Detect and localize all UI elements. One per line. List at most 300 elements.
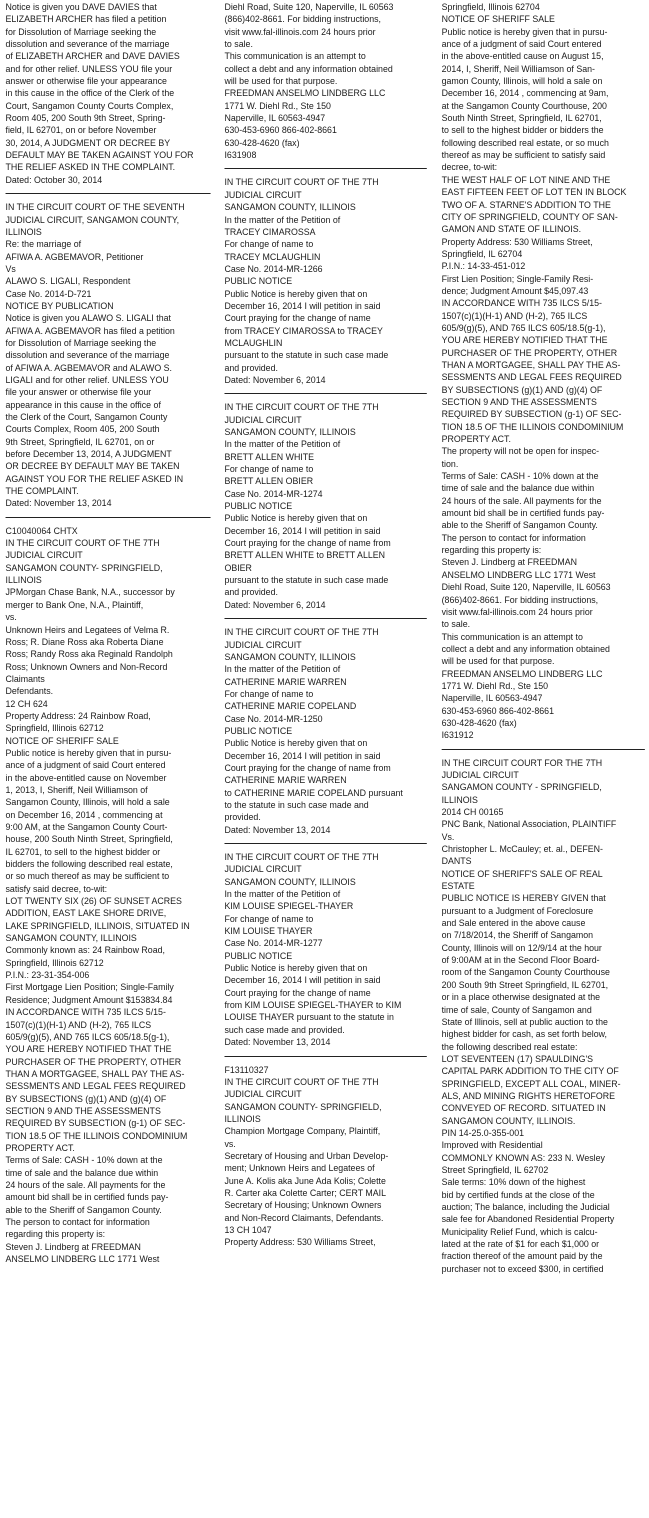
notice-line: JUDICIAL CIRCUIT — [224, 414, 302, 426]
notice-line: Ross; Unknown Owners and Non-Record — [5, 661, 168, 673]
notice-line: Re: the marriage of — [5, 239, 82, 251]
notice-line: ANSELMO LINDBERG LLC 1771 West — [5, 1254, 160, 1266]
notice-line: file your answer or otherwise file your — [5, 387, 152, 399]
notice-line: merger to Bank One, N.A., Plaintiff, — [5, 599, 144, 611]
notice-line: BRETT ALLEN OBIER — [224, 476, 314, 488]
notice-line: to sale. — [224, 39, 253, 51]
notice-line: of 9:00AM at in the Second Floor Board- — [441, 955, 600, 967]
notice-divider — [6, 193, 211, 194]
notice-line: KIM LOUISE SPIEGEL-THAYER — [224, 901, 354, 913]
notice-line: field, IL 62701, on or before November — [5, 125, 157, 137]
notice-line: (866)402-8661. For bidding instructions, — [441, 594, 599, 606]
notice-line: Springfield, Illinois 62704 — [441, 2, 540, 13]
notice-line: Springfield, Illinois 62712 — [5, 723, 104, 735]
notice-line: Champion Mortgage Company, Plaintiff, — [224, 1126, 381, 1138]
notice-line: SANGAMON COUNTY, ILLINOIS — [224, 427, 356, 438]
notice-line: Dated: October 30, 2014 — [5, 174, 103, 186]
notice-line: Naperville, IL 60563-4947 — [224, 113, 326, 125]
notice-line: vs. — [5, 612, 17, 624]
notice-line: LOT SEVENTEEN (17) SPAULDING'S — [441, 1053, 594, 1065]
legal-notice — [442, 758, 645, 1276]
notice-line: 2014 CH 00165 — [441, 807, 504, 818]
notice-line: PUBLIC NOTICE — [224, 950, 293, 962]
notice-line: of ELIZABETH ARCHER and DAVE DAVIES — [5, 51, 180, 63]
notice-line: Public notice is hereby given that in pursu- — [5, 747, 172, 759]
notice-line: County, Illinois will on 12/9/14 at the hour — [441, 942, 602, 954]
notice-line: for Dissolution of Marriage seeking the — [5, 337, 157, 349]
notice-line: Diehl Road, Suite 120, Naperville, IL 60563 — [441, 582, 611, 594]
notice-line: to CATHERINE MARIE COPELAND pursuant — [224, 787, 403, 799]
notice-line: 630-428-4620 (fax) — [224, 137, 300, 149]
notice-line: ESTATE — [441, 881, 475, 893]
notice-line: Court praying for the change of name from — [224, 762, 391, 774]
notice-line: 24 hours of the sale. All payments for the — [5, 1179, 166, 1191]
notice-line: and Sale entered in the above cause — [441, 918, 586, 930]
notice-line: For change of name to — [224, 688, 314, 700]
notice-line: In the matter of the Petition of — [224, 439, 341, 451]
notice-line: THAN A MORTGAGEE, SHALL PAY THE AS- — [441, 359, 621, 371]
notice-line: REQUIRED BY SUBSECTION (g-1) OF SEC- — [5, 1118, 186, 1130]
notice-line: purchaser not to exceed $300, in certified — [441, 1263, 604, 1275]
notice-line: JUDICIAL CIRCUIT — [224, 864, 302, 876]
column-3 — [442, 2, 645, 1518]
notice-line: Notice is given you DAVE DAVIES that — [5, 2, 157, 13]
notice-line: ALS, AND MINING RIGHTS HERETOFORE — [441, 1090, 616, 1102]
notice-line: LAKE SPRINGFIELD, ILLINOIS, SITUATED IN — [5, 920, 190, 932]
notice-line: YOU ARE HEREBY NOTIFIED THAT THE — [441, 335, 608, 347]
notice-line: JUDICIAL CIRCUIT, SANGAMON COUNTY, — [5, 214, 180, 226]
legal-notice — [6, 526, 211, 1267]
notice-line: OBIER — [224, 562, 252, 574]
notice-line: R. Carter aka Colette Carter; CERT MAIL — [224, 1187, 387, 1199]
notice-line: IN THE CIRCUIT COURT OF THE 7TH — [224, 627, 379, 639]
column-1 — [6, 2, 211, 1518]
notice-line: appearance in this cause in the office of — [5, 399, 161, 411]
notice-line: before December 13, 2014, A JUDGMENT — [5, 449, 172, 461]
notice-line: SANGAMON COUNTY, ILLINOIS. — [441, 1115, 576, 1127]
notice-line: IN THE CIRCUIT COURT OF THE 7TH — [224, 1076, 379, 1088]
notice-line: Steven J. Lindberg at FREEDMAN — [441, 557, 577, 569]
notice-line: Court praying for the change of name — [224, 987, 371, 999]
notice-line: sale fee for Abandoned Residential Property — [441, 1214, 615, 1226]
notice-line: from TRACEY CIMAROSSA to TRACEY — [224, 325, 383, 337]
notice-line: C10040064 CHTX — [5, 525, 78, 537]
notice-line: Terms of Sale: CASH - 10% down at the — [441, 471, 599, 483]
notice-line: ALAWO S. LIGALI, Respondent — [5, 276, 131, 288]
notice-line: for Dissolution of Marriage seeking the — [5, 26, 157, 38]
notice-line: Dated: November 6, 2014 — [224, 374, 326, 386]
notice-line: THAN A MORTGAGEE, SHALL PAY THE AS- — [5, 1068, 185, 1080]
notice-line: Public notice is hereby given that in pursu- — [441, 26, 608, 38]
notice-line: TRACEY CIMAROSSA — [224, 226, 316, 238]
notice-line: answer or otherwise file your appearance — [5, 76, 167, 88]
notice-line: following described real estate, or so much — [441, 137, 609, 149]
notice-line: JUDICIAL CIRCUIT — [5, 550, 83, 562]
notice-line: In the matter of the Petition of — [224, 889, 341, 901]
notice-line: provided. — [224, 812, 261, 824]
notice-line: at the Sangamon County Courthouse, 200 — [441, 100, 607, 112]
notice-line: Ross; R. Diane Ross aka Roberta Diane — [5, 636, 164, 648]
notice-line: December 16, 2014 , commencing at 9am, — [441, 88, 609, 100]
notice-line: visit www.fal-illinois.com 24 hours prior — [441, 606, 593, 618]
notice-line: SANGAMON COUNTY, ILLINOIS — [224, 651, 356, 663]
notice-line: ILLINOIS — [5, 226, 42, 238]
notice-line: AFIWA A. AGBEMAVOR has filed a petition — [5, 325, 175, 337]
notice-line: pursuant to the statute in such case made — [224, 350, 389, 362]
notice-line: ADDITION, EAST LAKE SHORE DRIVE, — [5, 908, 167, 920]
notice-line: Case No. 2014-MR-1266 — [224, 263, 323, 275]
notice-line: and provided. — [224, 362, 278, 374]
notice-line: highest bidder for cash, as set forth below, — [441, 1029, 607, 1041]
notice-line: Terms of Sale: CASH - 10% down at the — [5, 1155, 163, 1167]
notice-line: 13 CH 1047 — [224, 1224, 272, 1236]
notice-line: CITY OF SPRINGFIELD, COUNTY OF SAN- — [441, 211, 618, 223]
notice-line: regarding this property is: — [5, 1229, 106, 1241]
notice-line: and for other relief. UNLESS YOU file your — [5, 63, 173, 75]
notice-line: or in a place otherwise designated at the — [441, 992, 601, 1004]
notice-line: LOT TWENTY SIX (26) OF SUNSET ACRES — [5, 896, 182, 908]
notice-line: in the above-entitled cause on November — [5, 772, 167, 784]
notice-line: LOUISE THAYER pursuant to the statute in — [224, 1012, 394, 1024]
notice-line: will be used for that purpose. — [224, 76, 338, 88]
notice-line: COMMONLY KNOWN AS: 233 N. Wesley — [441, 1152, 605, 1164]
notice-line: JUDICIAL CIRCUIT — [224, 189, 302, 201]
notice-line: 9:00 AM, at the Sangamon County Court- — [5, 822, 168, 833]
notice-line: SANGAMON COUNTY- SPRINGFIELD, — [5, 562, 163, 574]
notice-line: the Clerk of the Court, Sangamon County — [5, 412, 168, 423]
notice-line: The person to contact for information — [5, 1217, 150, 1228]
notice-line: NOTICE BY PUBLICATION — [5, 300, 114, 312]
notice-line: First Mortgage Lien Position; Single-Family — [5, 982, 174, 994]
notice-line: Unknown Heirs and Legatees of Velma R. — [5, 624, 170, 636]
notice-line: 2014, I, Sheriff, Neil Williamson of San- — [441, 63, 595, 75]
notice-line: JPMorgan Chase Bank, N.A., successor by — [5, 587, 175, 599]
notice-line: Case No. 2014-MR-1277 — [224, 938, 323, 950]
notice-line: and provided. — [224, 587, 278, 599]
notice-line: BY SUBSECTIONS (g)(1) AND (g)(4) OF — [5, 1093, 167, 1105]
notice-line: lated at the rate of $1 for each $1,000 or — [441, 1239, 600, 1251]
notice-line: ILLINOIS — [5, 575, 42, 587]
notice-line: In the matter of the Petition of — [224, 664, 341, 676]
notice-line: THE COMPLAINT. — [5, 486, 79, 498]
notice-line: Dated: November 13, 2014 — [224, 824, 331, 836]
notice-line: Steven J. Lindberg at FREEDMAN — [5, 1241, 141, 1253]
notice-line: 630-453-6960 866-402-8661 — [224, 125, 337, 137]
notice-line: JUDICIAL CIRCUIT — [224, 1089, 302, 1101]
notice-line: IN THE CIRCUIT COURT OF THE 7TH — [224, 402, 379, 414]
notice-line: CATHERINE MARIE WARREN — [224, 676, 347, 688]
notice-line: TION 18.5 OF THE ILLINOIS CONDOMINIUM — [5, 1130, 188, 1142]
notice-line: PROPERTY ACT. — [5, 1142, 75, 1154]
notice-line: Commonly known as: 24 Rainbow Road, — [5, 945, 165, 957]
notice-line: ance of a judgment of said Court entered — [441, 39, 602, 51]
notice-line: PURCHASER OF THE PROPERTY, OTHER — [441, 347, 618, 359]
notice-line: Dated: November 13, 2014 — [5, 498, 112, 510]
notice-divider — [224, 843, 426, 844]
notice-line: IN THE CIRCUIT COURT OF THE 7TH — [5, 538, 160, 550]
notice-line: In the matter of the Petition of — [224, 214, 341, 226]
notice-line: from KIM LOUISE SPIEGEL-THAYER to KIM — [224, 1000, 402, 1012]
notice-line: Ross; Randy Ross aka Reginald Randolph — [5, 649, 173, 661]
notice-line: able to the Sheriff of Sangamon County. — [5, 1204, 162, 1216]
notice-line: 24 hours of the sale. All payments for the — [441, 495, 602, 507]
notice-line: BRETT ALLEN WHITE — [224, 451, 315, 463]
notice-line: Public Notice is hereby given that on — [224, 513, 368, 525]
notice-line: 1507(c)(1)(H-1) AND (H-2), 765 ILCS — [5, 1019, 152, 1031]
notice-line: ELIZABETH ARCHER has filed a petition — [5, 14, 167, 26]
notice-line: KIM LOUISE THAYER — [224, 926, 313, 938]
notice-line: tion. — [441, 458, 459, 470]
notice-line: State of Illinois, sell at public auction to the — [441, 1016, 608, 1028]
notice-line: For change of name to — [224, 464, 314, 476]
notice-line: 1771 W. Diehl Rd., Ste 150 — [224, 100, 331, 112]
notice-line: The property will not be open for inspec- — [441, 446, 600, 458]
notice-line: ILLINOIS — [224, 1113, 261, 1125]
notice-line: PROPERTY ACT. — [441, 434, 511, 446]
notice-line: amount bid shall be in certified funds pay- — [5, 1192, 169, 1204]
notice-line: regarding this property is: — [441, 545, 542, 557]
notice-line: Street Springfield, IL 62702 — [441, 1164, 549, 1176]
notice-line: 630-453-6960 866-402-8661 — [441, 705, 554, 717]
notice-line: Municipality Relief Fund, which is calcu- — [441, 1226, 598, 1238]
notice-line: Room 405, 200 South 9th Street, Spring- — [5, 113, 166, 125]
notice-line: ance of a judgment of said Court entered — [5, 760, 166, 772]
notice-line: SANGAMON COUNTY, ILLINOIS — [224, 876, 356, 888]
notice-line: Secretary of Housing and Urban Develop- — [224, 1150, 389, 1162]
notice-line: IN THE CIRCUIT COURT OF THE 7TH — [224, 177, 379, 189]
notice-line: REQUIRED BY SUBSECTION (g-1) OF SEC- — [441, 409, 622, 421]
column-2 — [224, 2, 426, 1518]
notice-line: Residence; Judgment Amount $153834.84 — [5, 994, 173, 1006]
notice-line: Case No. 2014-MR-1250 — [224, 713, 323, 725]
notice-line: The person to contact for information — [441, 532, 586, 544]
notice-line: NOTICE OF SHERIFF SALE — [5, 735, 119, 747]
notice-line: Dated: November 6, 2014 — [224, 599, 326, 611]
notice-line: ment; Unknown Heirs and Legatees of — [224, 1163, 375, 1175]
notice-line: CATHERINE MARIE COPELAND — [224, 701, 357, 713]
notice-line: Court praying for the change of name — [224, 313, 371, 325]
notice-line: TION 18.5 OF THE ILLINOIS CONDOMINIUM — [441, 421, 624, 433]
notice-line: Case No. 2014-MR-1274 — [224, 488, 323, 500]
notice-line: Secretary of Housing; Unknown Owners — [224, 1200, 382, 1212]
notice-line: Naperville, IL 60563-4947 — [441, 693, 543, 705]
notice-line: of AFIWA A. AGBEMAVOR and ALAWO S. — [5, 362, 172, 374]
notice-line: SANGAMON COUNTY, ILLINOIS — [5, 933, 137, 945]
legal-notice — [6, 202, 211, 511]
notice-line: Springfield, Illinois 62712 — [5, 957, 104, 969]
notice-line: 1771 W. Diehl Rd., Ste 150 — [441, 680, 549, 692]
notice-line: Court praying for the change of name from — [224, 538, 391, 550]
notice-line: the following described real estate: — [441, 1041, 578, 1053]
notice-line: PUBLIC NOTICE — [224, 276, 293, 288]
notice-line: Vs. — [441, 831, 455, 843]
notice-line: bid by certified funds at the close of the — [441, 1189, 595, 1201]
notice-line: Court, Sangamon County Courts Complex, — [5, 100, 174, 112]
notice-line: IN ACCORDANCE WITH 735 ILCS 5/15- — [441, 298, 602, 310]
notice-divider — [224, 393, 426, 394]
notice-line: IN THE CIRCUIT COURT OF THE SEVENTH — [5, 202, 185, 214]
notice-divider — [6, 517, 211, 518]
notice-line: 1507(c)(1)(H-1) AND (H-2), 765 ILCS — [441, 310, 588, 322]
notice-line: 605/9(g)(5), AND 765 ILCS 605/18.5(g-1), — [441, 322, 606, 334]
notice-line: gamon County, Illinois, will hold a sale on — [441, 76, 603, 88]
notice-line: LIGALI and for other relief. UNLESS YOU — [5, 374, 169, 386]
notice-line: in this cause in the office of the Clerk of the — [5, 88, 175, 100]
notice-line: to the statute in such case made and — [224, 799, 369, 811]
notice-line: Diehl Road, Suite 120, Naperville, IL 60563 — [224, 2, 394, 13]
notice-line: THE WEST HALF OF LOT NINE AND THE — [441, 174, 611, 186]
notice-line: 9th Street, Springfield, IL 62701, on or — [5, 436, 155, 448]
notice-divider — [224, 168, 426, 169]
notice-line: SECTION 9 AND THE ASSESSMENTS — [5, 1105, 161, 1117]
legal-notice — [224, 402, 426, 612]
notice-line: This communication is an attempt to — [441, 631, 583, 643]
notice-line: Notice is given you ALAWO S. LIGALI that — [5, 313, 172, 325]
notice-line: in the above-entitled cause on August 15, — [441, 51, 604, 63]
notice-line: Improved with Residential — [441, 1140, 543, 1152]
notice-line: 12 CH 624 — [5, 698, 48, 710]
notice-line: CONVEYED OF RECORD. SITUATED IN — [441, 1103, 606, 1115]
notice-line: Sale terms: 10% down of the highest — [441, 1177, 586, 1189]
notice-line: MCLAUGHLIN — [224, 337, 283, 349]
notice-line: SECTION 9 AND THE ASSESSMENTS — [441, 397, 597, 408]
notice-line: IN THE CIRCUIT COURT FOR THE 7TH — [441, 757, 603, 769]
notice-line: satisfy said decree, to-wit: — [5, 883, 108, 895]
notice-divider — [224, 618, 426, 619]
notice-line: Public Notice is hereby given that on — [224, 738, 368, 750]
notice-line: Christopher L. McCauley; et. al., DEFEN- — [441, 844, 603, 856]
notice-line: pursuant to the statute in such case made — [224, 575, 389, 587]
notice-line: I631908 — [224, 150, 257, 162]
notice-line: 605/9(g)(5), AND 765 ILCS 605/18.5(g-1), — [5, 1031, 170, 1043]
notice-line: Property Address: 530 Williams Street, — [441, 236, 593, 248]
notice-line: DANTS — [441, 856, 472, 868]
notice-line: FREEDMAN ANSELMO LINDBERG LLC — [224, 88, 386, 100]
notice-line: First Lien Position; Single-Family Resi- — [441, 273, 594, 285]
notice-line: AGAINST YOU FOR THE RELIEF ASKED IN — [5, 473, 184, 485]
notice-line: to sale. — [441, 619, 471, 631]
notice-line: house, 200 South Ninth Street, Springfield, — [5, 834, 173, 846]
notice-line: thereof as may be sufficient to satisfy said — [441, 150, 606, 162]
notice-line: time of sale, County of Sangamon and — [441, 1004, 592, 1016]
notice-line: SANGAMON COUNTY, ILLINOIS — [224, 202, 356, 214]
notice-line: NOTICE OF SHERIFF'S SALE OF REAL — [441, 868, 603, 880]
notice-line: able to the Sheriff of Sangamon County. — [441, 520, 598, 532]
notice-line: (866)402-8661. For bidding instructions, — [224, 14, 381, 26]
notice-line: dence; Judgment Amount $45,097.43 — [441, 285, 589, 297]
notice-line: collect a debt and any information obtained — [441, 643, 610, 655]
notice-line: December 16, 2014 I will petition in said — [224, 300, 381, 312]
notice-line: CAPITAL PARK ADDITION TO THE CITY OF — [441, 1066, 619, 1078]
notice-line: auction; The balance, including the Judicial — [441, 1202, 610, 1213]
notice-line: Dated: November 13, 2014 — [224, 1037, 331, 1049]
notice-line: THE RELIEF ASKED IN THE COMPLAINT. — [5, 162, 176, 174]
notice-line: 30, 2014, A JUDGMENT OR DECREE BY — [5, 137, 171, 149]
notice-line: dissolution and severance of the marriage — [5, 39, 170, 51]
legal-notice — [224, 177, 426, 387]
notice-line: Case No. 2014-D-721 — [5, 288, 92, 300]
notice-line: on 7/18/2014, the Sheriff of Sangamon — [441, 930, 594, 942]
notice-line: P.I.N.: 23-31-354-006 — [5, 970, 90, 982]
notice-line: PURCHASER OF THE PROPERTY, OTHER — [5, 1056, 182, 1068]
legal-notice — [6, 2, 211, 187]
notice-line: JUDICIAL CIRCUIT — [441, 769, 519, 781]
notice-line: PIN 14-25.0-355-001 — [441, 1127, 525, 1139]
notice-line: ANSELMO LINDBERG LLC 1771 West — [441, 569, 596, 581]
notice-divider — [442, 749, 645, 750]
notice-line: IN ACCORDANCE WITH 735 ILCS 5/15- — [5, 1007, 166, 1019]
notice-line: IL 62701, to sell to the highest bidder or — [5, 846, 161, 858]
notice-line: I631912 — [441, 730, 474, 742]
notice-divider — [224, 1056, 426, 1057]
notice-line: decree, to-wit: — [441, 162, 498, 174]
notice-line: Property Address: 24 Rainbow Road, — [5, 710, 151, 722]
notice-line: South Ninth Street, Springfield, IL 62701, — [441, 113, 602, 125]
notice-line: OR DECREE BY DEFAULT MAY BE TAKEN — [5, 461, 180, 473]
notice-line: collect a debt and any information obtained — [224, 63, 393, 75]
notice-line: Public Notice is hereby given that on — [224, 288, 368, 300]
notice-line: This communication is an attempt to — [224, 51, 366, 63]
notice-line: dissolution and severance of the marriage — [5, 350, 170, 362]
notice-line: such case made and provided. — [224, 1024, 345, 1036]
notice-line: PUBLIC NOTICE IS HEREBY GIVEN that — [441, 893, 606, 905]
notice-line: JUDICIAL CIRCUIT — [224, 639, 302, 651]
notice-line: fraction thereof of the amount paid by the — [441, 1251, 603, 1263]
notice-line: Springfield, IL 62704 — [441, 248, 523, 260]
notice-line: PUBLIC NOTICE — [224, 725, 293, 737]
notice-line: pursuant to a Judgment of Foreclosure — [441, 905, 594, 917]
notice-line: ILLINOIS — [441, 794, 478, 806]
notice-line: IN THE CIRCUIT COURT OF THE 7TH — [224, 852, 379, 863]
notice-line: SESSMENTS AND LEGAL FEES REQUIRED — [441, 372, 622, 384]
legal-notice — [224, 852, 426, 1050]
notice-line: Sangamon County, Illinois, will hold a sale — [5, 797, 170, 809]
legal-notice — [224, 2, 426, 162]
notice-line: SESSMENTS AND LEGAL FEES REQUIRED — [5, 1081, 186, 1093]
notice-line: 200 South 9th Street Springfield, IL 62701, — [441, 979, 609, 991]
notice-line: CATHERINE MARIE WARREN — [224, 775, 347, 787]
notice-line: December 16, 2014 I will petition in said — [224, 525, 381, 537]
notice-line: time of sale and the balance due within — [5, 1167, 159, 1179]
notice-line: Vs — [5, 263, 16, 275]
notice-line: bidders the following described real estate, — [5, 859, 173, 871]
notice-line: GAMON AND STATE OF ILLINOIS. — [441, 224, 582, 236]
legal-notice — [224, 627, 426, 837]
notice-line: FREEDMAN ANSELMO LINDBERG LLC — [441, 668, 603, 680]
notice-line: 1, 2013, I, Sheriff, Neil Williamson of — [5, 784, 148, 796]
notice-line: Defendants. — [5, 686, 54, 698]
notice-line: room of the Sangamon County Courthouse — [441, 967, 610, 979]
notice-line: Property Address: 530 Williams Street, — [224, 1237, 376, 1249]
notice-line: PUBLIC NOTICE — [224, 501, 293, 513]
notice-line: NOTICE OF SHERIFF SALE — [441, 14, 555, 26]
notice-line: EAST FIFTEEN FEET OF LOT TEN IN BLOCK — [441, 187, 627, 199]
notice-line: DEFAULT MAY BE TAKEN AGAINST YOU FOR — [5, 150, 194, 162]
notice-line: vs. — [224, 1138, 236, 1150]
notice-line: YOU ARE HEREBY NOTIFIED THAT THE — [5, 1044, 172, 1056]
notice-line: visit www.fal-illinois.com 24 hours prior — [224, 26, 376, 38]
notice-line: Public Notice is hereby given that on — [224, 963, 368, 975]
notice-line: to sell to the highest bidder or bidders the — [441, 125, 604, 137]
notice-line: December 16, 2014 I will petition in said — [224, 975, 381, 987]
notice-line: PNC Bank, National Association, PLAINTIFF — [441, 819, 617, 831]
notice-line: BY SUBSECTIONS (g)(1) AND (g)(4) OF — [441, 384, 603, 396]
notice-line: SANGAMON COUNTY- SPRINGFIELD, — [224, 1101, 382, 1113]
notice-line: Claimants — [5, 673, 45, 685]
notice-line: P.I.N.: 14-33-451-012 — [441, 261, 526, 273]
notice-line: For change of name to — [224, 913, 314, 925]
notice-line: BRETT ALLEN WHITE to BRETT ALLEN — [224, 550, 386, 562]
